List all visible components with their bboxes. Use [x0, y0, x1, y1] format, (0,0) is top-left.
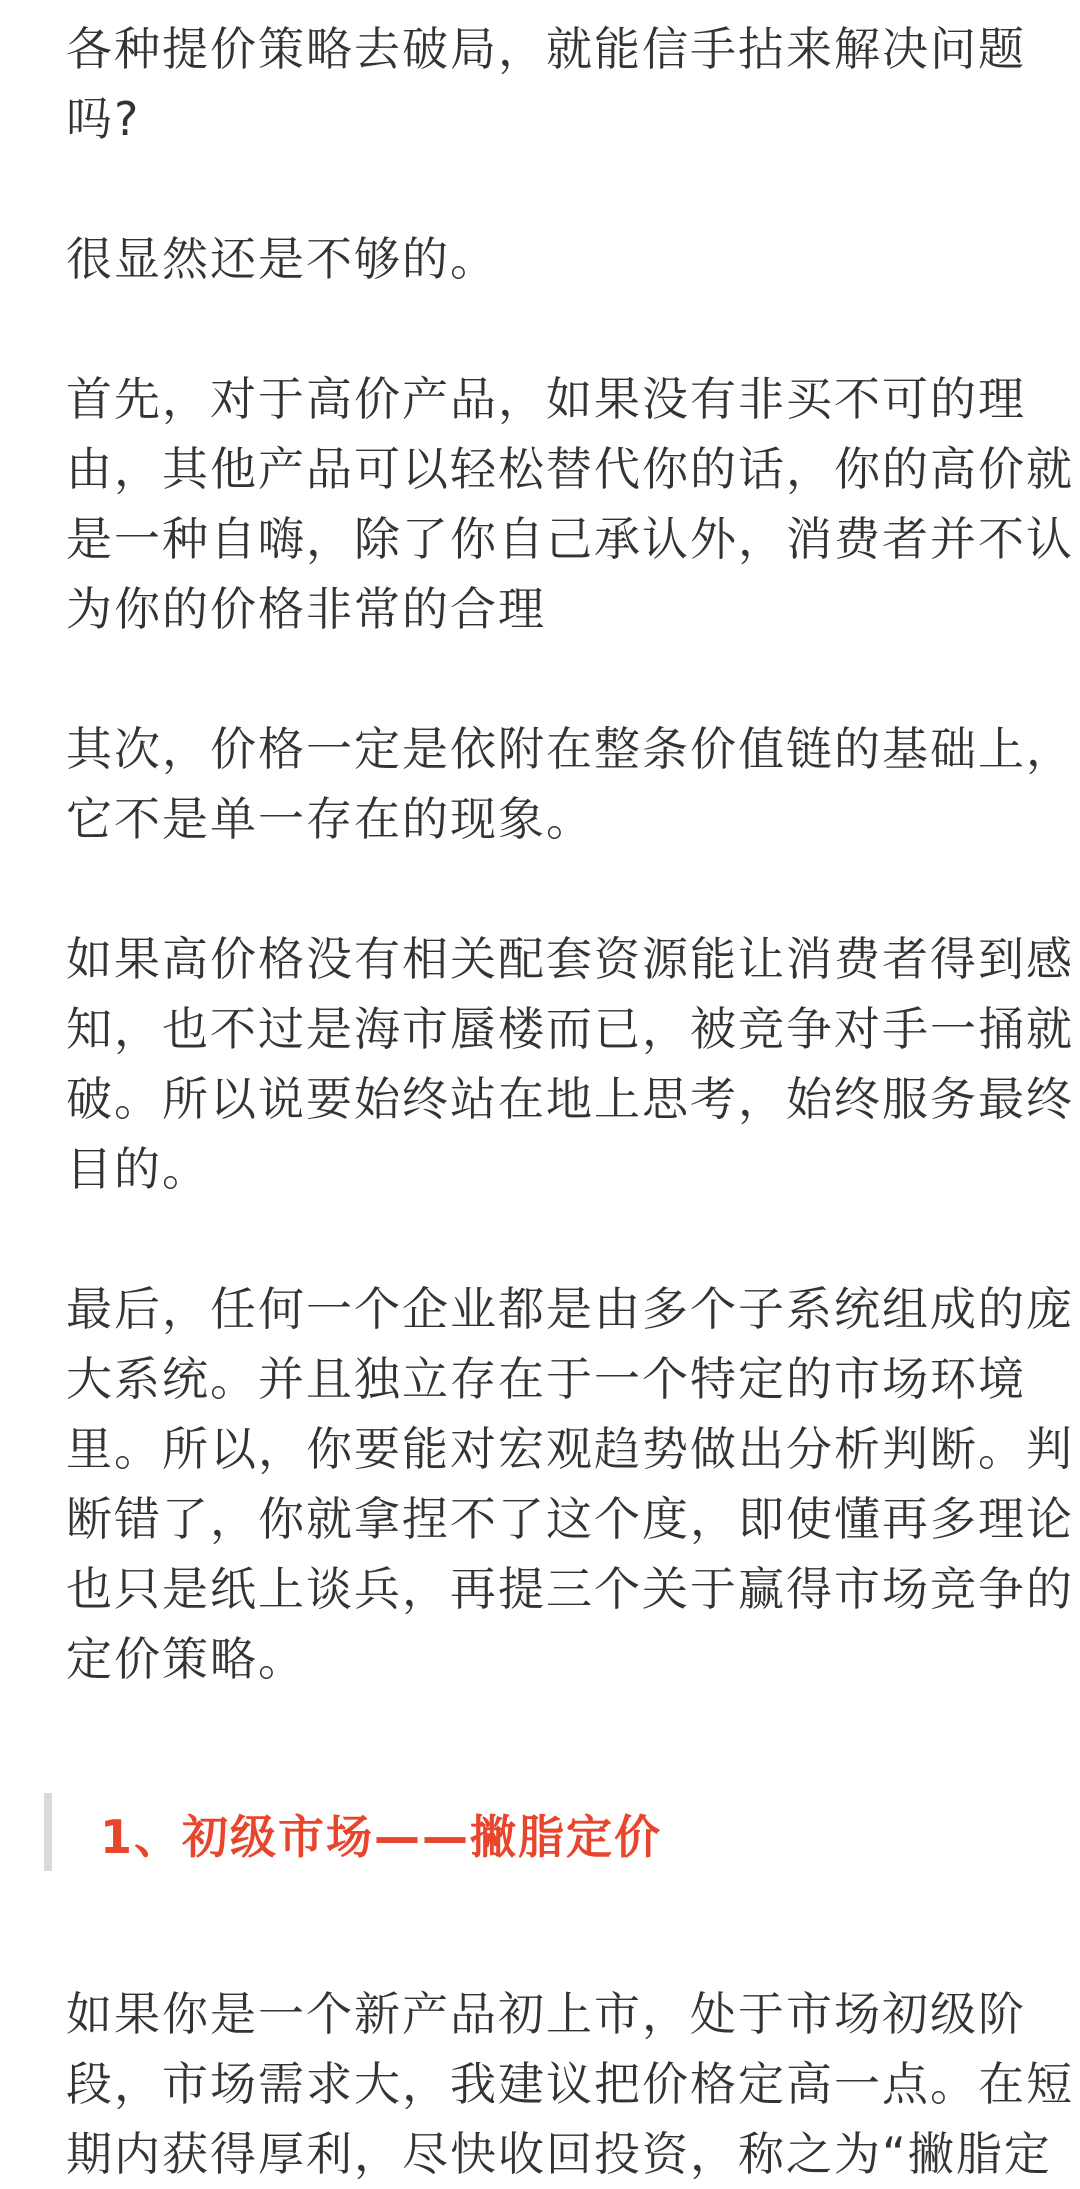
text-line: 是一种自嗨，除了你自己承认外，消费者并不认	[66, 512, 1074, 566]
text-line: 它不是单一存在的现象。	[66, 792, 594, 846]
text-line: 最后，任何一个企业都是由多个子系统组成的庞	[66, 1282, 1074, 1336]
text-line: 知，也不过是海市蜃楼而已，被竞争对手一捅就	[66, 1002, 1074, 1056]
text-line: 也只是纸上谈兵，再提三个关于赢得市场竞争的	[66, 1562, 1074, 1616]
paragraph-1	[66, 14, 1026, 154]
text-line: 断错了，你就拿捏不了这个度，即使懂再多理论	[66, 1492, 1074, 1546]
paragraph-7	[66, 1979, 1074, 2189]
text-line: 如果高价格没有相关配套资源能让消费者得到感	[66, 932, 1074, 986]
paragraph-5	[66, 924, 1074, 1204]
paragraph-3	[66, 364, 1074, 644]
paragraph-2	[66, 224, 1026, 294]
text-line: 定价策略。	[66, 1632, 306, 1686]
article-body	[66, 0, 1074, 2189]
text-line: 各种提价策略去破局，就能信手拈来解决问题	[66, 22, 1026, 76]
text-line: 其次，价格一定是依附在整条价值链的基础上，	[66, 722, 1074, 776]
heading-accent-bar	[44, 1793, 52, 1871]
paragraph-4	[66, 714, 1074, 854]
text-line: 里。所以，你要能对宏观趋势做出分析判断。判	[66, 1422, 1074, 1476]
paragraph-6	[66, 1274, 1074, 1694]
text-line: 目的。	[66, 1142, 210, 1196]
text-line: 如果你是一个新产品初上市，处于市场初级阶	[66, 1987, 1026, 2041]
text-line: 大系统。并且独立存在于一个特定的市场环境	[66, 1352, 1026, 1406]
text-line: 破。所以说要始终站在地上思考，始终服务最终	[66, 1072, 1074, 1126]
text-line: 首先，对于高价产品，如果没有非买不可的理	[66, 372, 1026, 426]
text-line: 吗?	[66, 92, 141, 146]
section-heading-text: 1、初级市场——撇脂定价	[100, 1810, 663, 1864]
text-line: 由，其他产品可以轻松替代你的话，你的高价就	[66, 442, 1074, 496]
text-line: 为你的价格非常的合理	[66, 582, 546, 636]
text-line: 很显然还是不够的。	[66, 232, 498, 286]
text-line: 段，市场需求大，我建议把价格定高一点。在短	[66, 2057, 1074, 2111]
section-heading	[44, 1779, 1026, 1889]
text-line: 期内获得厚利，尽快收回投资，称之为“撇脂定	[66, 2127, 1052, 2181]
